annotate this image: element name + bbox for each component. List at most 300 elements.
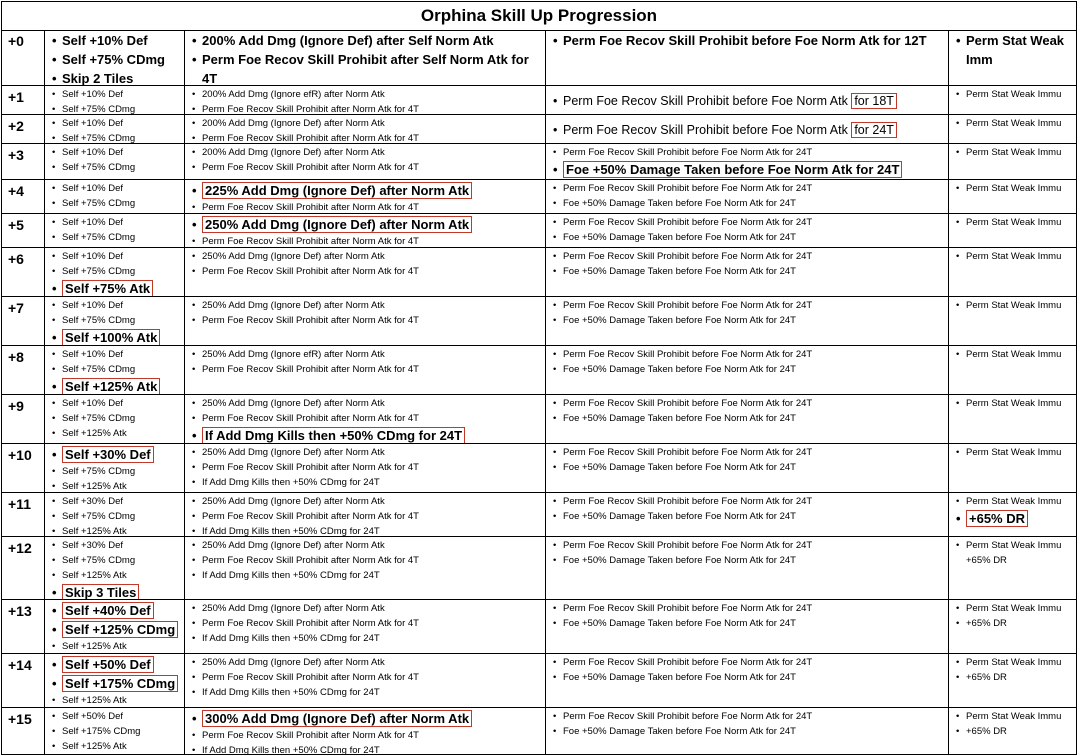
self-buffs-cell xyxy=(45,86,185,114)
add-damage-list xyxy=(185,346,545,377)
self-buffs-list xyxy=(45,115,184,143)
foe-debuffs-cell xyxy=(546,180,949,213)
highlighted-upgrade: 250% Add Dmg (Ignore Def) after Norm Atk xyxy=(202,216,472,233)
immunity-list xyxy=(949,248,1076,264)
highlighted-upgrade: for 18T xyxy=(851,93,897,109)
bullet-item: • 250% Add Dmg (Ignore Def) after Norm Atk xyxy=(189,249,545,264)
foe-debuffs-cell xyxy=(546,708,949,755)
bullet-item xyxy=(49,655,184,674)
bullet-item: • Self +30% Def xyxy=(49,538,184,553)
bullet-item: • Perm Foe Recov Skill Prohibit after Norm Atk for 4T xyxy=(189,411,545,426)
bullet-item xyxy=(49,328,184,345)
bullet-item: • Self +30% Def xyxy=(49,494,184,509)
level-cell xyxy=(2,30,45,85)
bullet-item: • Self +75% CDmg xyxy=(49,362,184,377)
bullet-item: • Perm Foe Recov Skill Prohibit before Foe Norm Atk for 24T xyxy=(550,655,948,670)
foe-debuffs-cell xyxy=(546,297,949,345)
add-damage-list xyxy=(185,444,545,490)
add-damage-list xyxy=(185,115,545,143)
bullet-item: • Self +125% Atk xyxy=(49,479,184,492)
add-damage-cell xyxy=(185,444,546,492)
highlighted-upgrade: Skip 3 Tiles xyxy=(62,584,139,599)
bullet-item: • If Add Dmg Kills then +50% CDmg for 24T xyxy=(189,475,545,490)
self-buffs-cell xyxy=(45,395,185,443)
bullet-item: • Perm Foe Recov Skill Prohibit before Foe Norm Atk for 24T xyxy=(550,494,948,509)
bullet-item: • Self +75% CDmg xyxy=(49,553,184,568)
immunity-list xyxy=(949,346,1076,362)
add-damage-list xyxy=(185,297,545,328)
table-row xyxy=(2,115,1076,144)
level-cell xyxy=(2,297,45,345)
add-damage-list xyxy=(185,600,545,646)
immunity-list xyxy=(949,297,1076,313)
add-damage-list xyxy=(185,654,545,700)
bullet-item: • Self +125% Atk xyxy=(49,739,184,754)
foe-debuffs-cell xyxy=(546,86,949,114)
add-damage-cell xyxy=(185,214,546,247)
add-damage-cell xyxy=(185,30,546,85)
immunity-list xyxy=(949,444,1076,460)
foe-debuffs-list xyxy=(546,395,948,426)
bullet-item: • 250% Add Dmg (Ignore efR) after Norm Atk xyxy=(189,347,545,362)
level-label: +10 xyxy=(8,447,32,463)
bullet-item: • Perm Stat Weak Immu xyxy=(953,709,1076,724)
add-damage-cell xyxy=(185,600,546,653)
table-row xyxy=(2,180,1076,214)
bullet-item: • Perm Foe Recov Skill Prohibit before Foe Norm Atk for 24T xyxy=(550,396,948,411)
bullet-item: • Perm Foe Recov Skill Prohibit after Norm Atk for 4T xyxy=(189,460,545,475)
bullet-item: • Perm Foe Recov Skill Prohibit after Norm Atk for 4T xyxy=(189,728,545,743)
level-label: +4 xyxy=(8,183,24,199)
foe-debuffs-cell xyxy=(546,115,949,143)
table-row xyxy=(2,248,1076,297)
add-damage-cell xyxy=(185,248,546,296)
highlighted-upgrade: +65% DR xyxy=(966,510,1028,527)
bullet-item: • Perm Foe Recov Skill Prohibit after Norm Atk for 4T xyxy=(189,509,545,524)
self-buffs-cell xyxy=(45,444,185,492)
add-damage-list xyxy=(185,144,545,175)
self-buffs-cell xyxy=(45,493,185,536)
bullet-item xyxy=(550,120,948,140)
highlighted-upgrade: Self +75% Atk xyxy=(62,280,153,296)
self-buffs-cell xyxy=(45,180,185,213)
foe-debuffs-cell xyxy=(546,444,949,492)
bullet-item: • 250% Add Dmg (Ignore Def) after Norm Atk xyxy=(189,494,545,509)
foe-debuffs-list xyxy=(546,708,948,739)
immunity-cell xyxy=(949,493,1076,536)
level-label: +7 xyxy=(8,300,24,316)
level-label: +9 xyxy=(8,398,24,414)
table-row xyxy=(2,144,1076,180)
bullet-item: • Perm Stat Weak Immu xyxy=(953,347,1076,362)
level-label: +1 xyxy=(8,89,24,105)
bullet-item: • Perm Stat Weak Immu xyxy=(953,181,1076,196)
table-row xyxy=(2,493,1076,537)
bullet-item: • Foe +50% Damage Taken before Foe Norm Atk for 24T xyxy=(550,553,948,568)
bullet-text: Perm Foe Recov Skill Prohibit before Foe Norm Atk xyxy=(563,123,852,137)
bullet-item xyxy=(49,620,184,639)
foe-debuffs-cell xyxy=(546,346,949,394)
bullet-item: • Perm Foe Recov Skill Prohibit after Norm Atk for 4T xyxy=(189,670,545,685)
bullet-item: • Perm Stat Weak Immu xyxy=(953,87,1076,102)
bullet-item xyxy=(49,279,184,296)
table-row xyxy=(2,346,1076,395)
bullet-item: • Foe +50% Damage Taken before Foe Norm Atk for 24T xyxy=(550,509,948,524)
foe-debuffs-list xyxy=(546,86,948,111)
bullet-item: • Perm Stat Weak Imm xyxy=(953,31,1076,69)
bullet-item: • If Add Dmg Kills then +50% CDmg for 24T xyxy=(189,524,545,536)
bullet-item: • +65% DR xyxy=(953,670,1076,685)
table-row xyxy=(2,297,1076,346)
level-cell xyxy=(2,493,45,536)
foe-debuffs-list xyxy=(546,297,948,328)
self-buffs-list xyxy=(45,395,184,441)
bullet-item: • Foe +50% Damage Taken before Foe Norm Atk for 24T xyxy=(550,313,948,328)
immunity-cell xyxy=(949,346,1076,394)
bullet-item: • Self +10% Def xyxy=(49,347,184,362)
bullet-item xyxy=(189,215,545,234)
add-damage-list xyxy=(185,395,545,443)
bullet-item xyxy=(189,426,545,443)
self-buffs-cell xyxy=(45,708,185,755)
bullet-item: • Self +125% Atk xyxy=(49,693,184,707)
bullet-item: • Perm Foe Recov Skill Prohibit before Foe Norm Atk for 24T xyxy=(550,181,948,196)
bullet-item: • Self +125% Atk xyxy=(49,524,184,536)
bullet-item: • Perm Stat Weak Immu xyxy=(953,298,1076,313)
bullet-item: • Perm Foe Recov Skill Prohibit before Foe Norm Atk for 24T xyxy=(550,538,948,553)
bullet-item: • 250% Add Dmg (Ignore Def) after Norm Atk xyxy=(189,601,545,616)
highlighted-upgrade: Self +100% Atk xyxy=(62,329,160,345)
bullet-item: • Self +10% Def xyxy=(49,116,184,131)
bullet-item: • Self +75% CDmg xyxy=(49,313,184,328)
bullet-item: • Foe +50% Damage Taken before Foe Norm Atk for 24T xyxy=(550,616,948,631)
level-label: +13 xyxy=(8,603,32,619)
add-damage-list xyxy=(185,180,545,213)
bullet-item: • Perm Foe Recov Skill Prohibit after Norm Atk for 4T xyxy=(189,553,545,568)
bullet-item: • 250% Add Dmg (Ignore Def) after Norm Atk xyxy=(189,396,545,411)
immunity-list xyxy=(949,654,1076,685)
progression-table xyxy=(1,1,1077,755)
table-row xyxy=(2,444,1076,493)
highlighted-upgrade: 225% Add Dmg (Ignore Def) after Norm Atk xyxy=(202,182,472,199)
bullet-item: • Foe +50% Damage Taken before Foe Norm Atk for 24T xyxy=(550,196,948,211)
bullet-item: • Self +10% Def xyxy=(49,396,184,411)
immunity-cell xyxy=(949,86,1076,114)
bullet-item: • Self +75% CDmg xyxy=(49,509,184,524)
self-buffs-list xyxy=(45,444,184,492)
bullet-item: • 200% Add Dmg (Ignore Def) after Self Norm Atk xyxy=(189,31,545,50)
bullet-item: • +65% DR xyxy=(953,724,1076,739)
bullet-item: • Self +10% Def xyxy=(49,145,184,160)
level-label: +2 xyxy=(8,118,24,134)
immunity-cell xyxy=(949,537,1076,599)
bullet-item: • Perm Stat Weak Immu xyxy=(953,601,1076,616)
bullet-item xyxy=(550,160,948,179)
add-damage-list xyxy=(185,708,545,755)
add-damage-cell xyxy=(185,86,546,114)
bullet-item: • Perm Stat Weak Immu xyxy=(953,145,1076,160)
self-buffs-list xyxy=(45,537,184,599)
level-cell xyxy=(2,346,45,394)
self-buffs-list xyxy=(45,493,184,536)
immunity-list xyxy=(949,86,1076,102)
self-buffs-cell xyxy=(45,537,185,599)
bullet-item xyxy=(49,583,184,599)
self-buffs-cell xyxy=(45,346,185,394)
bullet-item: • +65% DR xyxy=(953,616,1076,631)
highlighted-upgrade: 300% Add Dmg (Ignore Def) after Norm Atk xyxy=(202,710,472,727)
highlighted-upgrade: If Add Dmg Kills then +50% CDmg for 24T xyxy=(202,427,465,443)
immunity-list xyxy=(949,30,1076,69)
bullet-item: • If Add Dmg Kills then +50% CDmg for 24T xyxy=(189,743,545,755)
self-buffs-cell xyxy=(45,654,185,707)
foe-debuffs-cell xyxy=(546,214,949,247)
bullet-text: Perm Foe Recov Skill Prohibit before Foe Norm Atk xyxy=(563,94,852,108)
bullet-item: • Self +75% CDmg xyxy=(49,50,184,69)
bullet-item: • If Add Dmg Kills then +50% CDmg for 24T xyxy=(189,685,545,700)
bullet-item: • 250% Add Dmg (Ignore Def) after Norm Atk xyxy=(189,445,545,460)
foe-debuffs-list xyxy=(546,493,948,524)
bullet-item: • Foe +50% Damage Taken before Foe Norm Atk for 24T xyxy=(550,362,948,377)
self-buffs-list xyxy=(45,248,184,296)
bullet-item: • Foe +50% Damage Taken before Foe Norm Atk for 24T xyxy=(550,230,948,245)
foe-debuffs-cell xyxy=(546,537,949,599)
self-buffs-list xyxy=(45,30,184,85)
table-title: Orphina Skill Up Progression xyxy=(2,2,1076,31)
level-label: +15 xyxy=(8,711,32,727)
bullet-item: • Self +125% Atk xyxy=(49,568,184,583)
bullet-continuation: +65% DR xyxy=(966,555,1007,566)
bullet-item xyxy=(550,91,948,111)
foe-debuffs-list xyxy=(546,248,948,279)
self-buffs-cell xyxy=(45,600,185,653)
add-damage-cell xyxy=(185,144,546,179)
bullet-item xyxy=(189,709,545,728)
bullet-item: • Foe +50% Damage Taken before Foe Norm Atk for 24T xyxy=(550,460,948,475)
table-row xyxy=(2,30,1076,86)
self-buffs-cell xyxy=(45,297,185,345)
level-label: +0 xyxy=(8,33,24,49)
bullet-item: • Perm Foe Recov Skill Prohibit after Norm Atk for 4T xyxy=(189,313,545,328)
bullet-item: • Self +75% CDmg xyxy=(49,264,184,279)
self-buffs-list xyxy=(45,654,184,707)
bullet-item: • Perm Stat Weak Immu xyxy=(953,494,1076,509)
bullet-item: • Self +50% Def xyxy=(49,709,184,724)
bullet-item: • Perm Stat Weak Immu xyxy=(953,538,1076,553)
add-damage-cell xyxy=(185,115,546,143)
add-damage-cell xyxy=(185,346,546,394)
foe-debuffs-list xyxy=(546,537,948,568)
highlighted-upgrade: Self +175% CDmg xyxy=(62,675,178,692)
bullet-item: • Perm Foe Recov Skill Prohibit after Norm Atk for 4T xyxy=(189,616,545,631)
bullet-item: • Self +75% CDmg xyxy=(49,102,184,114)
add-damage-cell xyxy=(185,180,546,213)
self-buffs-list xyxy=(45,180,184,211)
table-row xyxy=(2,600,1076,654)
highlighted-upgrade: Self +50% Def xyxy=(62,656,154,673)
bullet-item xyxy=(189,181,545,200)
bullet-item: • Perm Foe Recov Skill Prohibit before Foe Norm Atk for 24T xyxy=(550,445,948,460)
bullet-item: • 200% Add Dmg (Ignore efR) after Norm Atk xyxy=(189,87,545,102)
level-cell xyxy=(2,86,45,114)
bullet-item: • Perm Foe Recov Skill Prohibit after Norm Atk for 4T xyxy=(189,131,545,143)
immunity-list xyxy=(949,115,1076,131)
bullet-item: • Self +75% CDmg xyxy=(49,411,184,426)
highlighted-upgrade: Self +40% Def xyxy=(62,602,154,619)
bullet-item: • 250% Add Dmg (Ignore Def) after Norm Atk xyxy=(189,298,545,313)
add-damage-cell xyxy=(185,395,546,443)
highlighted-upgrade: for 24T xyxy=(851,122,897,138)
level-cell xyxy=(2,444,45,492)
self-buffs-cell xyxy=(45,144,185,179)
immunity-cell xyxy=(949,30,1076,85)
immunity-list xyxy=(949,537,1076,568)
bullet-item: • Self +10% Def xyxy=(49,31,184,50)
bullet-item xyxy=(49,674,184,693)
foe-debuffs-list xyxy=(546,444,948,475)
bullet-item: • Perm Foe Recov Skill Prohibit before Foe Norm Atk for 24T xyxy=(550,249,948,264)
immunity-cell xyxy=(949,248,1076,296)
bullet-item: • Perm Foe Recov Skill Prohibit after Norm Atk for 4T xyxy=(189,362,545,377)
highlighted-upgrade: Self +125% Atk xyxy=(62,378,160,394)
level-cell xyxy=(2,654,45,707)
bullet-item: • Perm Stat Weak Immu xyxy=(953,249,1076,264)
add-damage-cell xyxy=(185,537,546,599)
table-row xyxy=(2,395,1076,444)
bullet-item: • Self +10% Def xyxy=(49,298,184,313)
table-row xyxy=(2,214,1076,248)
bullet-item: • 200% Add Dmg (Ignore Def) after Norm Atk xyxy=(189,145,545,160)
add-damage-cell xyxy=(185,297,546,345)
level-cell xyxy=(2,537,45,599)
bullet-item: • 250% Add Dmg (Ignore Def) after Norm Atk xyxy=(189,655,545,670)
immunity-cell xyxy=(949,395,1076,443)
bullet-item: • Perm Foe Recov Skill Prohibit before Foe Norm Atk for 24T xyxy=(550,347,948,362)
level-label: +3 xyxy=(8,147,24,163)
foe-debuffs-cell xyxy=(546,248,949,296)
immunity-cell xyxy=(949,654,1076,707)
add-damage-cell xyxy=(185,708,546,755)
immunity-list xyxy=(949,214,1076,230)
add-damage-list xyxy=(185,537,545,583)
bullet-item: • Perm Foe Recov Skill Prohibit before Foe Norm Atk for 24T xyxy=(550,215,948,230)
add-damage-list xyxy=(185,214,545,247)
level-label: +8 xyxy=(8,349,24,365)
bullet-item: • Perm Foe Recov Skill Prohibit after Self Norm Atk for 4T xyxy=(189,50,545,85)
bullet-item: • Perm Stat Weak Immu xyxy=(953,655,1076,670)
level-cell xyxy=(2,708,45,755)
bullet-item: • Self +125% Atk xyxy=(49,426,184,441)
level-cell xyxy=(2,115,45,143)
table-row xyxy=(2,537,1076,600)
highlighted-upgrade: Self +30% Def xyxy=(62,446,154,463)
level-label: +11 xyxy=(8,496,31,512)
level-cell xyxy=(2,214,45,247)
bullet-item: • Self +75% CDmg xyxy=(49,230,184,245)
foe-debuffs-list xyxy=(546,346,948,377)
bullet-item: • Foe +50% Damage Taken before Foe Norm Atk for 24T xyxy=(550,724,948,739)
highlighted-upgrade: Foe +50% Damage Taken before Foe Norm Atk for 24T xyxy=(563,161,902,178)
immunity-list xyxy=(949,600,1076,631)
immunity-cell xyxy=(949,214,1076,247)
immunity-cell xyxy=(949,600,1076,653)
self-buffs-list xyxy=(45,600,184,653)
level-cell xyxy=(2,144,45,179)
self-buffs-cell xyxy=(45,248,185,296)
bullet-item: • Self +75% CDmg xyxy=(49,160,184,175)
bullet-item: • Self +175% CDmg xyxy=(49,724,184,739)
bullet-item: • Self +10% Def xyxy=(49,181,184,196)
bullet-item xyxy=(49,601,184,620)
table-row xyxy=(2,86,1076,115)
immunity-cell xyxy=(949,180,1076,213)
foe-debuffs-cell xyxy=(546,493,949,536)
highlighted-upgrade: Self +125% CDmg xyxy=(62,621,178,638)
bullet-item: • Self +75% CDmg xyxy=(49,464,184,479)
level-label: +5 xyxy=(8,217,24,233)
add-damage-list xyxy=(185,248,545,279)
immunity-list xyxy=(949,493,1076,528)
bullet-item: • Skip 2 Tiles xyxy=(49,69,184,85)
level-label: +12 xyxy=(8,540,32,556)
self-buffs-list xyxy=(45,346,184,394)
foe-debuffs-cell xyxy=(546,654,949,707)
add-damage-cell xyxy=(185,654,546,707)
foe-debuffs-cell xyxy=(546,600,949,653)
immunity-cell xyxy=(949,297,1076,345)
foe-debuffs-list xyxy=(546,180,948,211)
bullet-item: • Perm Foe Recov Skill Prohibit before Foe Norm Atk for 24T xyxy=(550,709,948,724)
immunity-cell xyxy=(949,144,1076,179)
bullet-item: • Perm Foe Recov Skill Prohibit after Norm Atk for 4T xyxy=(189,160,545,175)
level-cell xyxy=(2,600,45,653)
foe-debuffs-list xyxy=(546,30,948,50)
self-buffs-list xyxy=(45,297,184,345)
bullet-item: • Perm Stat Weak Immu xyxy=(953,116,1076,131)
self-buffs-cell xyxy=(45,115,185,143)
add-damage-list xyxy=(185,86,545,114)
immunity-list xyxy=(949,144,1076,160)
bullet-item: • Self +10% Def xyxy=(49,87,184,102)
bullet-item: • 250% Add Dmg (Ignore Def) after Norm Atk xyxy=(189,538,545,553)
bullet-item: • If Add Dmg Kills then +50% CDmg for 24T xyxy=(189,568,545,583)
bullet-item xyxy=(49,377,184,394)
add-damage-cell xyxy=(185,493,546,536)
bullet-item: • Perm Foe Recov Skill Prohibit before Foe Norm Atk for 24T xyxy=(550,298,948,313)
foe-debuffs-cell xyxy=(546,144,949,179)
bullet-item: • Perm Foe Recov Skill Prohibit before Foe Norm Atk for 24T xyxy=(550,145,948,160)
self-buffs-list xyxy=(45,214,184,245)
self-buffs-cell xyxy=(45,214,185,247)
table-row xyxy=(2,654,1076,708)
add-damage-list xyxy=(185,493,545,536)
bullet-item: • Perm Foe Recov Skill Prohibit before Foe Norm Atk for 24T xyxy=(550,601,948,616)
immunity-list xyxy=(949,180,1076,196)
level-cell xyxy=(2,395,45,443)
bullet-item: • Perm Stat Weak Immu xyxy=(953,215,1076,230)
add-damage-list xyxy=(185,30,545,85)
self-buffs-cell xyxy=(45,30,185,85)
foe-debuffs-cell xyxy=(546,30,949,85)
foe-debuffs-list xyxy=(546,214,948,245)
bullet-item: • Perm Foe Recov Skill Prohibit before Foe Norm Atk for 12T xyxy=(550,31,948,50)
foe-debuffs-list xyxy=(546,654,948,685)
immunity-list xyxy=(949,395,1076,411)
bullet-item: • Foe +50% Damage Taken before Foe Norm Atk for 24T xyxy=(550,264,948,279)
self-buffs-list xyxy=(45,708,184,754)
immunity-cell xyxy=(949,708,1076,755)
bullet-item: • 200% Add Dmg (Ignore Def) after Norm Atk xyxy=(189,116,545,131)
